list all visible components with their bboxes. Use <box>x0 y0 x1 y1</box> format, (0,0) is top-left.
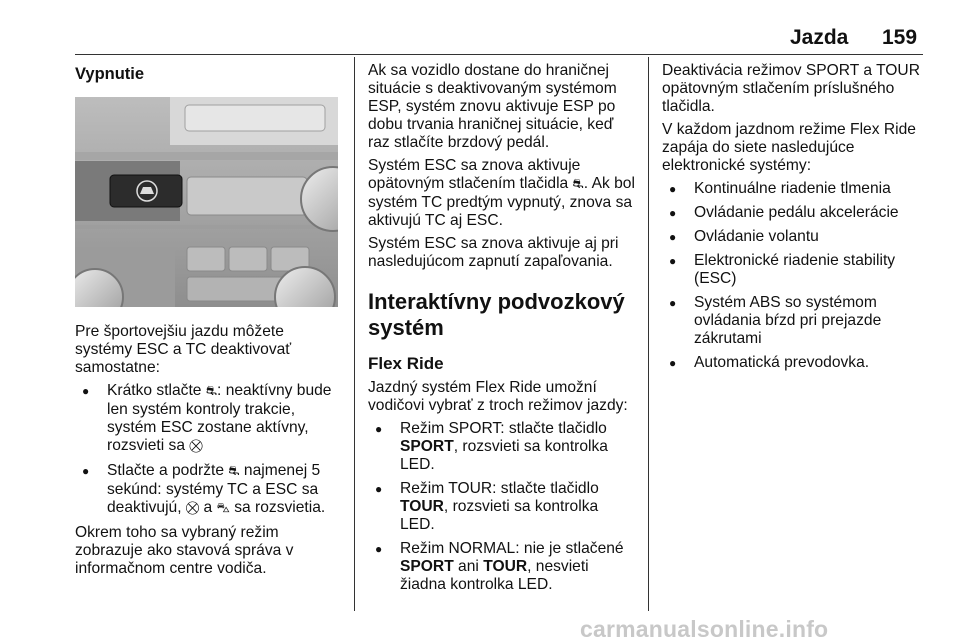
intro-paragraph: Pre športovejšiu jazdu môžete systémy ESC a TC deaktivovať samostatne: <box>75 323 292 376</box>
list-item: ● Automatická prevodovka. <box>662 354 930 372</box>
paragraph: Systém ESC sa znova aktivuje opätovným stlačením tlačidla ⛐. Ak bol systém TC predtým vypnutý, znova sa aktivujú TC aj ESC. <box>368 157 635 229</box>
list-item: ● Režim TOUR: stlačte tlačidlo TOUR, rozsvieti sa kontrolka LED. <box>368 480 636 534</box>
paragraph: V každom jazdnom režime Flex Ride zapája do siete nasledujúce elektronické systémy: <box>662 121 916 174</box>
deactivation-list <box>75 382 345 518</box>
tc-off-icon: ⛒ <box>185 501 200 516</box>
column-divider-2 <box>648 57 649 611</box>
list-item: ● Krátko stlačte ⛐: neaktívny bude len systém kontroly trakcie, systém ESC zostane aktívny, rozsvieti sa ⛒ <box>75 382 345 456</box>
subheading-flex-ride: Flex Ride <box>368 354 444 373</box>
heading-interactive-chassis: Interaktívny podvozkový systém <box>368 289 625 340</box>
paragraph: Jazdný systém Flex Ride umožní vodičovi vybrať z troch režimov jazdy: <box>368 379 628 414</box>
column-3 <box>662 62 930 378</box>
column-1 <box>75 62 345 583</box>
list-item: ● Režim NORMAL: nie je stlačené SPORT ani TOUR, nesvieti žiadna kontrolka LED. <box>368 540 636 594</box>
dashboard-illustration <box>75 97 338 307</box>
list-item: ● Systém ABS so systémom ovládania bŕzd pri prejazde zákrutami <box>662 294 930 348</box>
paragraph: Ak sa vozidlo dostane do hraničnej situácie s deaktivovaným systémom ESP, systém znovu aktivuje ESP po dobu trvania hraničnej situácie, keď raz stlačíte brzdový pedál. <box>368 62 617 151</box>
page-number: 159 <box>882 26 918 49</box>
dashboard-photo <box>75 97 338 307</box>
column-2 <box>368 62 636 600</box>
list-item: ● Ovládanie volantu <box>662 228 930 246</box>
list-item: ● Ovládanie pedálu akcelerácie <box>662 204 930 222</box>
watermark: carmanualsonline.info <box>580 616 829 642</box>
tc-off-icon: ⛒ <box>189 439 203 454</box>
esc-off-icon: ⛍ <box>216 501 230 516</box>
tc-button-icon: ⛐ <box>205 384 218 399</box>
list-item: ● Stlačte a podržte ⛐ najmenej 5 sekúnd: systémy TC a ESC sa deaktivujú, ⛒ a ⛍ sa rozsvietia. <box>75 462 345 518</box>
outro-paragraph: Okrem toho sa vybraný režim zobrazuje ako stavová správa v informačnom centre vodiča. <box>75 524 294 577</box>
modes-list <box>368 420 636 594</box>
list-item: ● Elektronické riadenie stability (ESC) <box>662 252 930 288</box>
section-title: Jazda <box>790 26 849 49</box>
column-divider-1 <box>354 57 355 611</box>
header-rule <box>75 54 923 55</box>
tc-button-icon: ⛐ <box>228 464 240 479</box>
systems-list <box>662 180 930 372</box>
tc-button-icon: ⛐ <box>572 177 584 192</box>
list-item: ● Kontinuálne riadenie tlmenia <box>662 180 930 198</box>
heading-vypnutie: Vypnutie <box>75 65 145 83</box>
paragraph: Systém ESC sa znova aktivuje aj pri nasledujúcom zapnutí zapaľovania. <box>368 235 619 270</box>
paragraph: Deaktivácia režimov SPORT a TOUR opätovným stlačením príslušného tlačidla. <box>662 62 920 115</box>
page-header <box>0 26 960 56</box>
list-item: ● Režim SPORT: stlačte tlačidlo SPORT, rozsvieti sa kontrolka LED. <box>368 420 636 474</box>
